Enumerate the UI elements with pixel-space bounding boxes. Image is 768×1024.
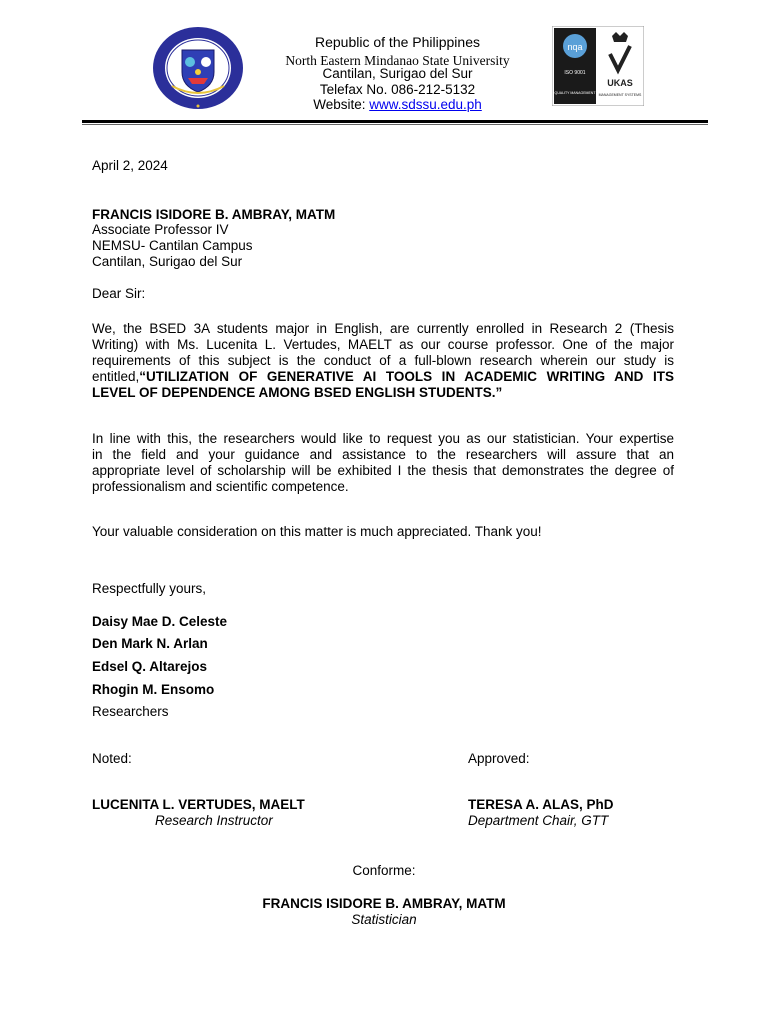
paragraph-line: requirements of this subject is the conduct of a full-blown research wherein our study is: [92, 353, 674, 368]
recipient-title: Associate Professor IV: [92, 222, 229, 237]
letterhead-telefax: Telefax No. 086-212-5132: [319, 82, 476, 97]
conforme-label: Conforme:: [352, 863, 416, 878]
conforme-name: FRANCIS ISIDORE B. AMBRAY, MATM: [262, 896, 506, 911]
approved-name: TERESA A. ALAS, PhD: [468, 797, 614, 812]
paragraph-line: in the field and your guidance and assistance to the researchers will assure that an: [92, 447, 674, 462]
university-seal-logo: [152, 26, 244, 110]
study-title-line1: “UTILIZATION OF GENERATIVE AI TOOLS IN ACADEMIC WRITING AND ITS: [139, 369, 674, 384]
letter-date: April 2, 2024: [92, 158, 168, 173]
website-label: Website:: [313, 97, 370, 112]
paragraph-intro: [92, 321, 674, 401]
letterhead-university: North Eastern Mindanao State University: [285, 53, 510, 68]
noted-label: Noted:: [92, 751, 132, 766]
paragraph-request: [92, 431, 674, 495]
closing: Respectfully yours,: [92, 581, 207, 596]
paragraph-line: Writing) with Ms. Lucenita L. Vertudes, MAELT as our course professor. One of the major: [92, 337, 674, 352]
cert-nqa-text: nqa: [567, 42, 583, 52]
letterhead-country: Republic of the Philippines: [315, 34, 480, 50]
website-link[interactable]: www.sdssu.edu.ph: [369, 97, 482, 112]
paragraph-line: In line with this, the researchers would like to request you as our statistician. Your expertise: [92, 431, 674, 446]
salutation: Dear Sir:: [92, 286, 146, 301]
recipient-name: FRANCIS ISIDORE B. AMBRAY, MATM: [92, 207, 336, 222]
approved-label: Approved:: [468, 751, 530, 766]
approved-role: Department Chair, GTT: [468, 813, 609, 828]
letterhead: [260, 34, 535, 114]
paragraph-line: We, the BSED 3A students major in English, are currently enrolled in Research 2 (Thesis: [92, 321, 674, 336]
header-divider: [82, 120, 708, 123]
recipient-address: Cantilan, Surigao del Sur: [92, 254, 243, 269]
researcher-name: Den Mark N. Arlan: [92, 636, 208, 651]
study-title-line2: LEVEL OF DEPENDENCE AMONG BSED ENGLISH STUDENTS.”: [92, 385, 503, 400]
paragraph-line-title: [92, 369, 674, 385]
conforme-role: Statistician: [351, 912, 417, 927]
cert-ukas-text: UKAS: [607, 78, 633, 88]
cert-iso-text: ISO 9001: [564, 70, 586, 76]
cert-ms-text: MANAGEMENT SYSTEMS: [598, 93, 642, 97]
researchers-label: Researchers: [92, 704, 169, 719]
researcher-name: Rhogin M. Ensomo: [92, 682, 215, 697]
paragraph-thanks: Your valuable consideration on this matter is much appreciated. Thank you!: [92, 524, 542, 539]
header-divider-shadow: [82, 124, 708, 125]
recipient-campus: NEMSU- Cantilan Campus: [92, 238, 253, 253]
researcher-name: Daisy Mae D. Celeste: [92, 614, 228, 629]
noted-role: Research Instructor: [155, 813, 273, 828]
paragraph-line: professionalism and scientific competence.: [92, 479, 349, 494]
letterhead-website: [260, 97, 535, 112]
noted-name: LUCENITA L. VERTUDES, MAELT: [92, 797, 305, 812]
researcher-name: Edsel Q. Altarejos: [92, 659, 208, 674]
iso-ukas-certification-logo: [552, 26, 644, 106]
paragraph-line: appropriate level of scholarship will be exhibited I the thesis that demonstrates the degree of: [92, 463, 674, 478]
letterhead-address: Cantilan, Surigao del Sur: [322, 66, 473, 81]
cert-qm-text: QUALITY MANAGEMENT: [554, 91, 596, 95]
paragraph-line-prefix: entitled,: [92, 369, 140, 384]
